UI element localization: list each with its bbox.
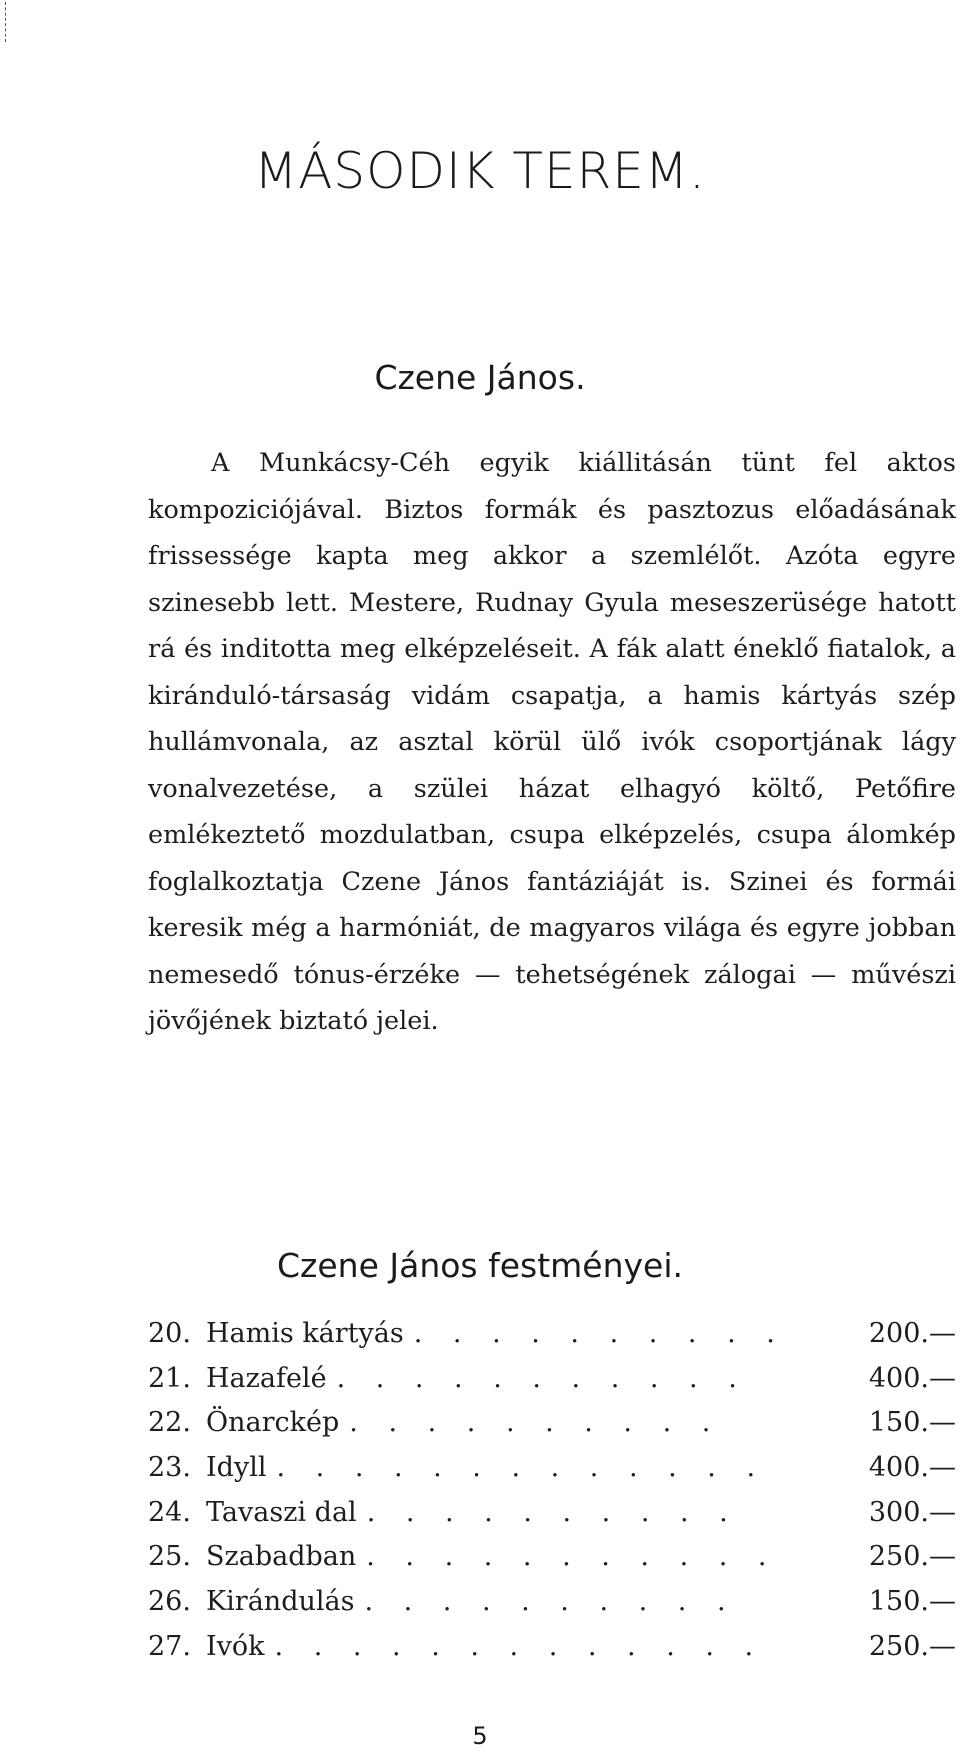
catalog-number: 20.: [148, 1318, 191, 1349]
painting-price: 200.—: [868, 1318, 956, 1349]
dot-leader: . . . . . . . . . .: [364, 1586, 737, 1618]
catalog-number: 23.: [148, 1452, 191, 1484]
painting-price: 400.—: [868, 1362, 956, 1394]
catalog-row: [148, 1407, 956, 1452]
catalog-number: 25.: [148, 1541, 191, 1573]
painting-price: 300.—: [868, 1496, 956, 1528]
painting-price: 150.—: [868, 1407, 956, 1439]
catalog-row: [148, 1318, 956, 1363]
painting-title: Tavaszi dal: [206, 1496, 357, 1528]
painting-price: 250.—: [868, 1541, 956, 1573]
catalog-number: 22.: [148, 1407, 191, 1439]
catalog-row: [148, 1586, 956, 1631]
painting-title: Szabadban: [206, 1541, 357, 1573]
painting-price: 250.—: [868, 1630, 956, 1662]
painting-title: Idyll: [206, 1452, 267, 1484]
painting-title: Ivók: [206, 1630, 265, 1662]
artist-description-paragraph: A Munkácsy-Céh egyik kiállitásán tünt fel aktos kompoziciójával. Biztos formák és pasztozus előadásának frissessége kapta meg akkor a szemlélőt. Azóta egyre szinesebb lett. Mestere, Rudnay Gyula meseszerüsége hatott rá és inditotta meg elképzeléseit. A fák alatt éneklő fiatalok, a kiránduló-társaság vidám csapatja, a hamis kártyás szép hullámvonala, az asztal körül ülő ivók csoportjának lágy vonalvezetése, a szülei házat elhagyó költő, Petőfire emlékeztető mozdulatban, csupa elképzelés, csupa álomkép foglalkoztatja Czene János fantáziáját is. Szinei és formái keresik még a harmóniát, de magyaros világa és egyre jobban nemesedő tónus-érzéke — tehetségének zálogai — művészi jövőjének biztató jelei.: [148, 448, 956, 1036]
catalog-row: [148, 1541, 956, 1586]
dot-leader: . . . . . . . . . .: [366, 1496, 739, 1528]
painting-title: Kirándulás: [206, 1586, 355, 1618]
paintings-catalog: [148, 1318, 956, 1676]
dot-leader: . . . . . . . . . . .: [336, 1362, 748, 1394]
catalog-row: [148, 1631, 956, 1676]
painting-title: Önarckép: [206, 1407, 340, 1439]
dot-leader: . . . . . . . . . . . . .: [276, 1452, 767, 1484]
painting-title: Hamis kártyás: [206, 1318, 404, 1349]
painting-price: 150.—: [868, 1586, 956, 1618]
dot-leader: . . . . . . . . . . .: [366, 1541, 778, 1573]
dot-leader: . . . . . . . . . . . . .: [274, 1630, 765, 1662]
catalog-number: 24.: [148, 1496, 191, 1528]
painting-price: 400.—: [868, 1452, 956, 1484]
catalog-number: 26.: [148, 1586, 191, 1618]
catalog-row: [148, 1452, 956, 1497]
dot-leader: . . . . . . . . . .: [413, 1318, 786, 1349]
catalog-row: [148, 1497, 956, 1542]
artist-name: Czene János.: [374, 358, 586, 397]
catalog-number: 27.: [148, 1630, 191, 1662]
dot-leader: . . . . . . . . . .: [349, 1407, 722, 1439]
catalog-row: [148, 1363, 956, 1408]
paintings-list-heading: Czene János festményei.: [276, 1246, 684, 1285]
catalog-number: 21.: [148, 1362, 191, 1394]
painting-title: Hazafelé: [206, 1362, 327, 1394]
page-number: 5: [472, 1722, 488, 1750]
chapter-title: MÁSODIK TEREM.: [254, 142, 706, 200]
scan-edge-mark: [5, 2, 7, 42]
